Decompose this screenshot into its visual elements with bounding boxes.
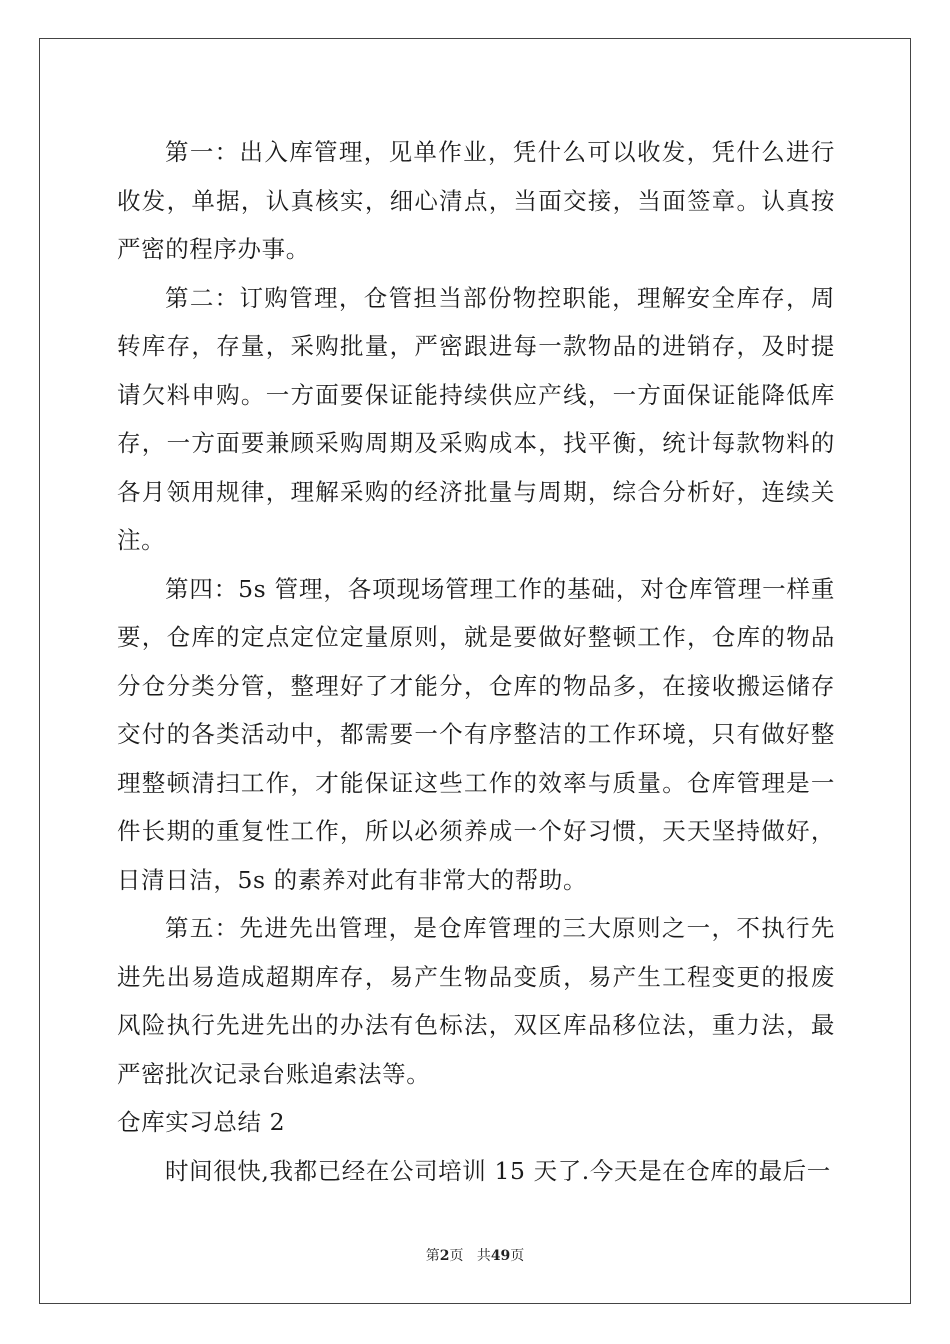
footer-page-prefix: 第 [425,1248,440,1264]
page-footer [0,1245,950,1265]
section-title: 仓库实习总结 2 [117,1108,286,1136]
document-body [117,128,835,1195]
footer-total-prefix: 共 [476,1248,491,1264]
footer-total-pages: 49 [490,1248,511,1264]
paragraph-5s: 第四：5s 管理，各项现场管理工作的基础，对仓库管理一样重要，仓库的定点定位定量原则，就是要做好整顿工作，仓库的物品分仓分类分管，整理好了才能分，仓库的物品多，在接收搬运储存交付的各类活动中，都需要一个有序整洁的工作环境，只有做好整理整顿清扫工作，才能保证这些工作的效率与质量。仓库管理是一件长期的重复性工作，所以必须养成一个好习惯，天天坚持做好，日清日洁，5s 的素养对此有非常大的帮助。 [117,574,835,894]
paragraph-intro: 时间很快,我都已经在公司培训 15 天了.今天是在仓库的最后一 [165,1156,831,1185]
footer-total-suffix: 页 [510,1248,525,1264]
paragraph-inbound-outbound: 第一：出入库管理，见单作业，凭什么可以收发，凭什么进行收发，单据，认真核实，细心清点，当面交接，当面签章。认真按严密的程序办事。 [117,138,835,263]
footer-page-suffix: 页 [449,1248,464,1264]
footer-page-number: 2 [439,1248,450,1264]
paragraph-purchasing: 第二：订购管理，仓管担当部份物控职能，理解安全库存，周转库存，存量，采购批量，严密跟进每一款物品的进销存，及时提请欠料申购。一方面要保证能持续供应产线，一方面保证能降低库存，一方面要兼顾采购周期及采购成本，找平衡，统计每款物料的各月领用规律，理解采购的经济批量与周期，综合分析好，连续关注。 [117,283,835,554]
paragraph-fifo: 第五：先进先出管理，是仓库管理的三大原则之一，不执行先进先出易造成超期库存，易产生物品变质，易产生工程变更的报废风险执行先进先出的办法有色标法，双区库品移位法，重力法，最严密批次记录台账追索法等。 [117,914,835,1088]
